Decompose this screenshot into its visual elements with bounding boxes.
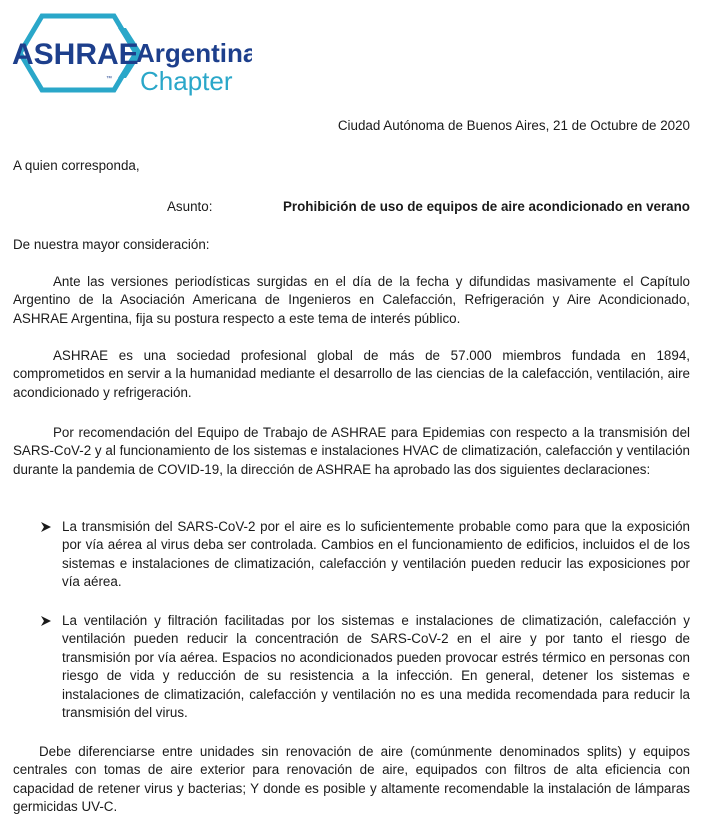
logo-left-word: ASHRAE	[12, 38, 139, 71]
arrow-bullet-icon	[40, 612, 54, 632]
closing-paragraph	[13, 743, 690, 817]
arrow-bullet-icon	[40, 518, 54, 538]
closing-paragraph-text: Debe diferenciarse entre unidades sin renovación de aire (comúnmente denominados splits) y equipos centrales con tomas de aire exterior para renovación de aire, equipados con filtros de alta eficiencia con capacidad de retener virus y bacterias; Y donde es posible y altamente recomendable la instalación de lámparas germicidas UV-C.	[13, 744, 690, 815]
logo-graphic	[12, 6, 252, 102]
subject-text: Prohibición de uso de equipos de aire acondicionado en verano	[282, 199, 690, 214]
bullet-text-1: La transmisión del SARS-CoV-2 por el aire es lo suficientemente probable como para que la exposición por vía aérea al virus deba ser controlada. Cambios en el funcionamiento de edificios, incluidos el de los sistemas e instalaciones de climatización, calefacción y ventilación pueden reducir las exposiciones por vía aérea.	[62, 519, 690, 590]
paragraph-1-text: Ante las versiones periodísticas surgidas en el día de la fecha y difundidas masivamente el Capítulo Argentino de la Asociación Americana de Ingenieros en Calefacción, Refrigeración y Aire Acondicionado, ASHRAE Argentina, fija su postura respecto a este tema de interés público.	[13, 274, 690, 326]
logo-right-word-2: Chapter	[140, 66, 233, 96]
paragraph-3-text: Por recomendación del Equipo de Trabajo de ASHRAE para Epidemias con respecto a la transmisión del SARS-CoV-2 y al funcionamiento de los sistemas e instalaciones HVAC de climatización, calefacción y ventilación durante la pandemia de COVID-19, la dirección de ASHRAE ha aprobado las dos siguientes declaraciones:	[13, 425, 690, 477]
paragraph-1	[13, 273, 690, 328]
logo-right-word-1: Argentina	[136, 38, 252, 68]
ashrae-argentina-logo	[12, 6, 252, 102]
paragraph-3	[13, 424, 690, 479]
bullet-text-2: La ventilación y filtración facilitadas por los sistemas e instalaciones de climatización, calefacción y ventilación pueden reducir la concentración de SARS-CoV-2 en el aire y por tanto el riesgo de transmisión por vía aérea. Espacios no acondicionados pueden provocar estrés térmico en personas con riesgo de vida y reducción de su resistencia a la infección. En general, detener los sistemas e instalaciones de climatización, calefacción y ventilación no es una medida recomendada para reducir la transmisión del virus.	[62, 613, 690, 721]
logo-tm: ™	[106, 76, 112, 82]
paragraph-2	[13, 347, 690, 402]
subject-label: Asunto:	[167, 199, 213, 214]
paragraph-2-text: ASHRAE es una sociedad profesional global de más de 57.000 miembros fundada en 1894, comprometidos en servir a la humanidad mediante el desarrollo de las ciencias de la calefacción, ventilación, aire acondicionado y refrigeración.	[13, 348, 690, 400]
date-line: Ciudad Autónoma de Buenos Aires, 21 de Octubre de 2020	[337, 118, 690, 133]
bullet-item-1	[40, 518, 690, 592]
bullet-item-2	[40, 612, 690, 722]
salutation: A quien corresponda,	[13, 158, 140, 173]
greeting: De nuestra mayor consideración:	[13, 237, 210, 252]
